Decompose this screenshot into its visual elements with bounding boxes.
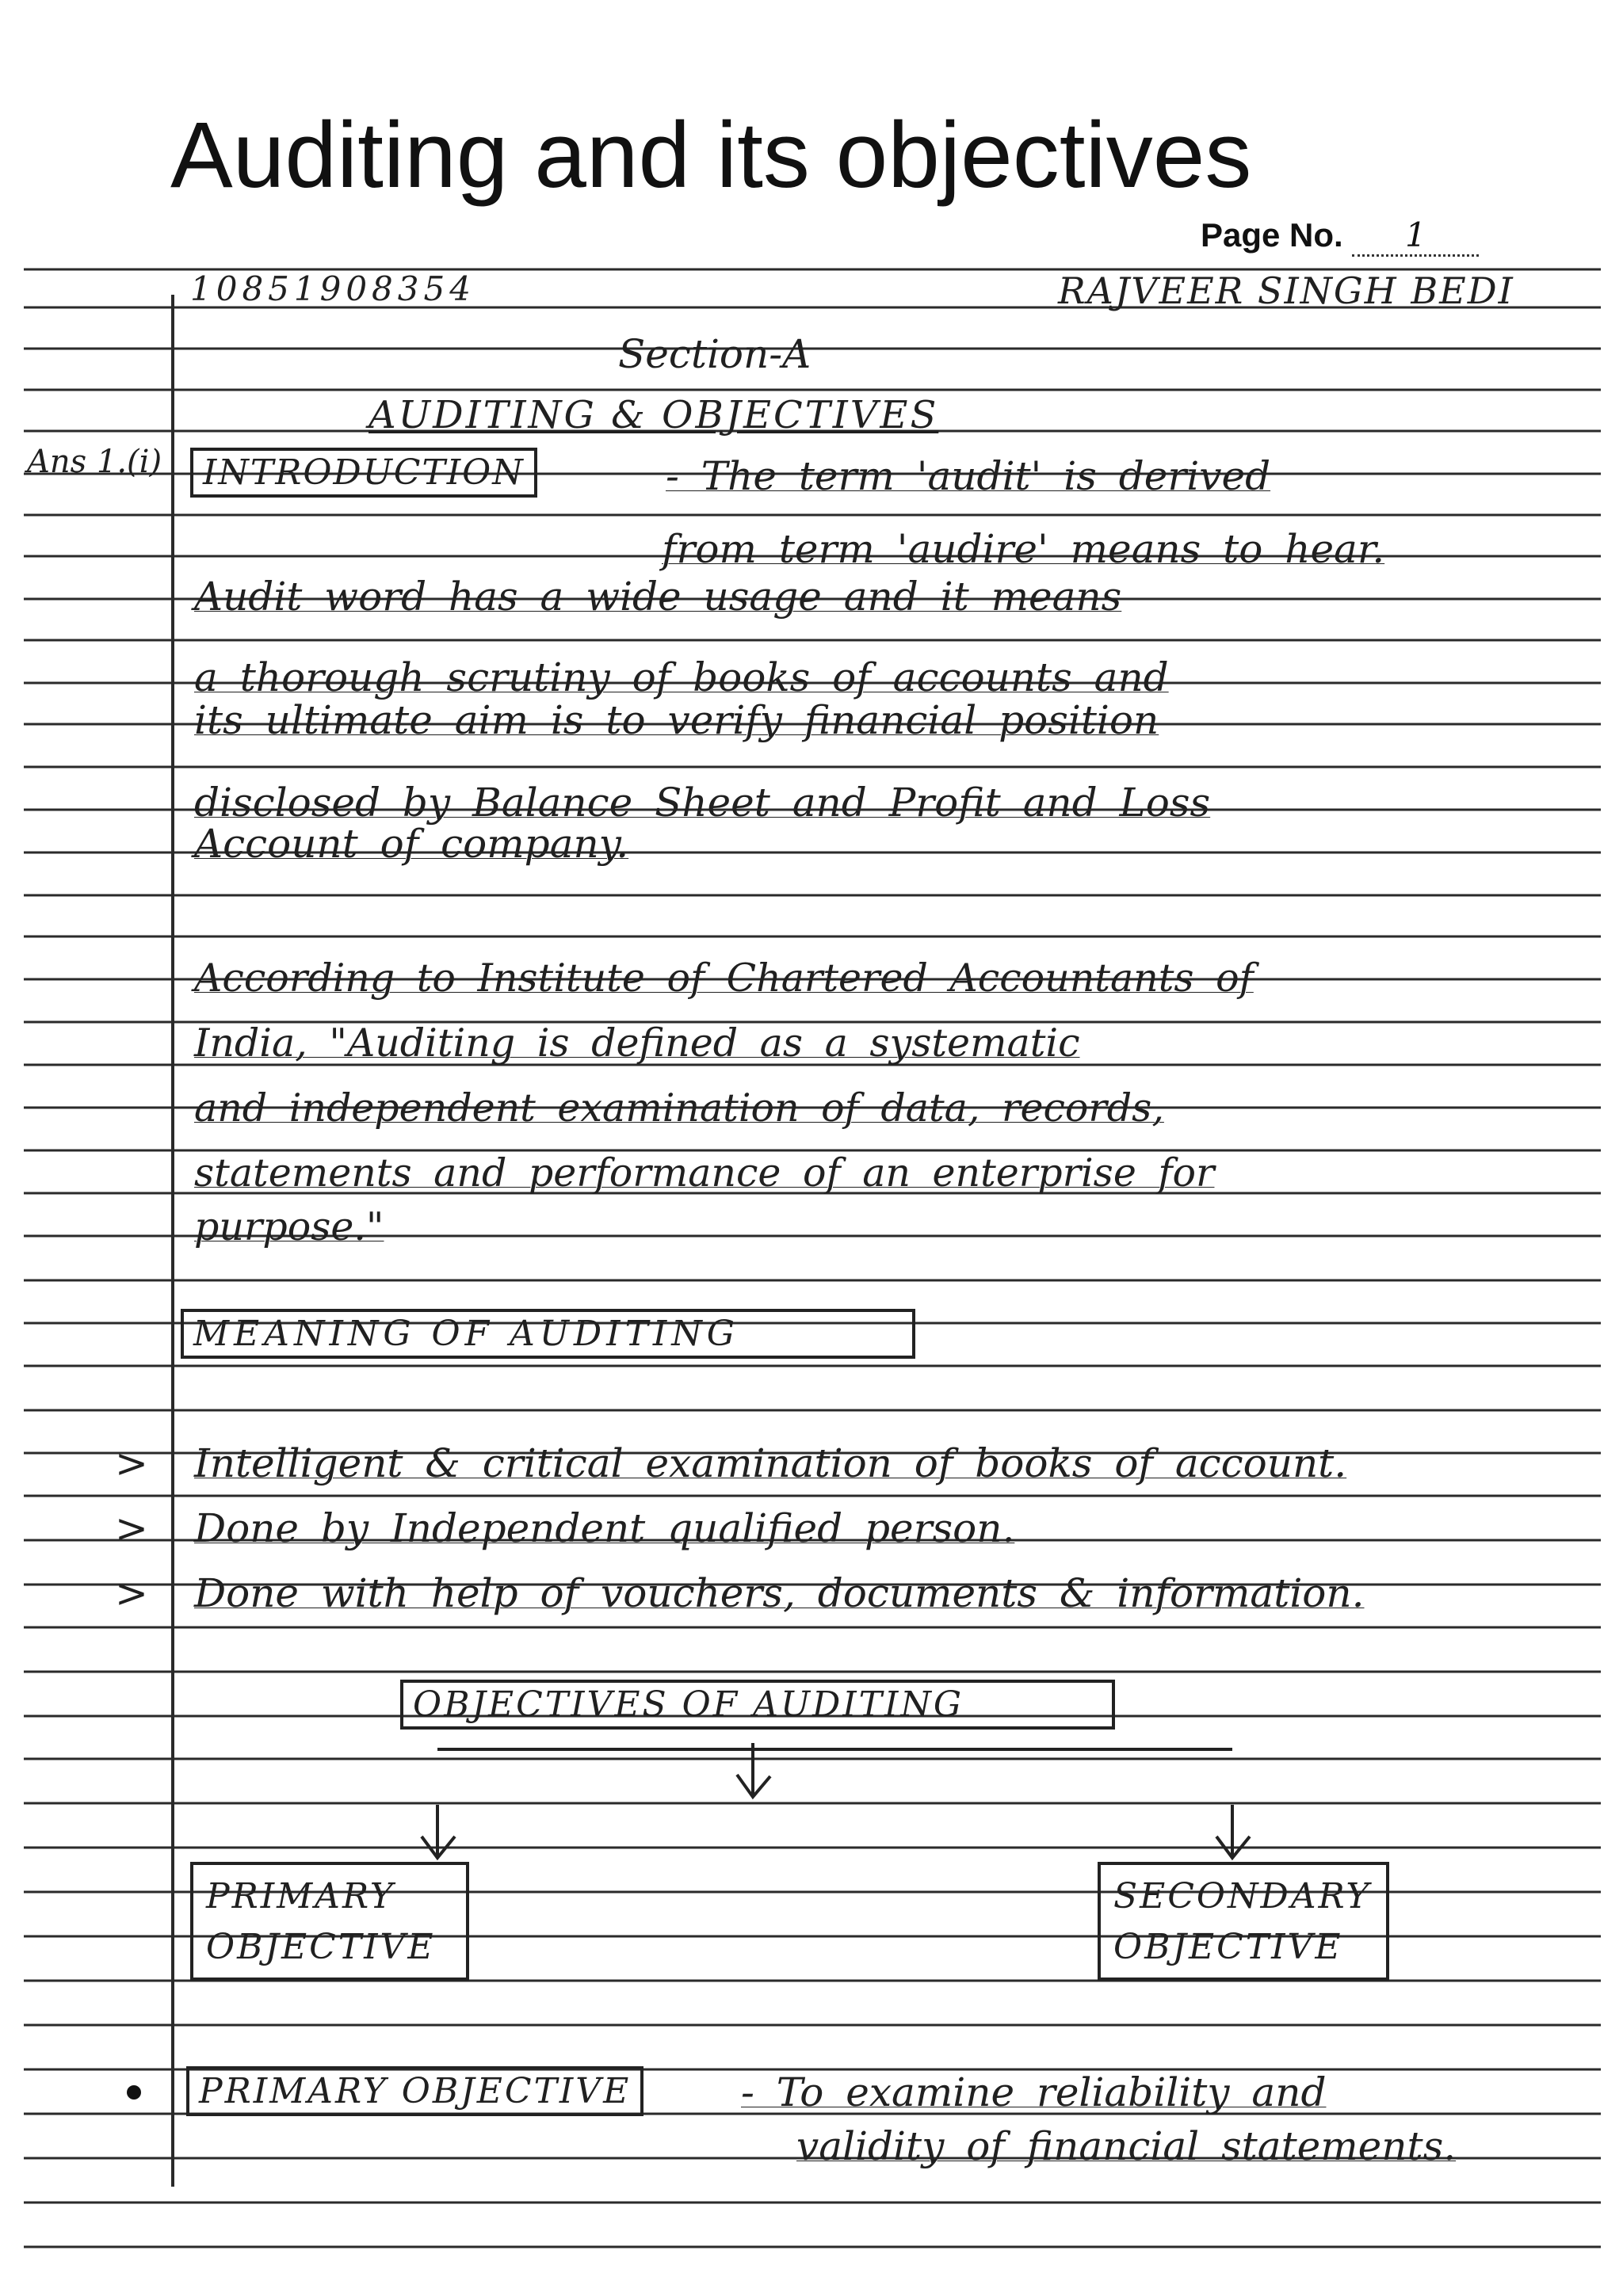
definition-line: purpose.": [194, 1204, 384, 1249]
page-number-label: [1201, 215, 1479, 257]
page-label: Page No.: [1201, 216, 1343, 254]
intro-text-line: Account of company.: [194, 821, 629, 867]
intro-text-line: Audit word has a wide usage and it means: [194, 574, 1122, 620]
answer-label: Ans 1.(i): [27, 444, 162, 480]
definition-line: India, "Auditing is defined as a systematic: [194, 1020, 1080, 1066]
intro-text-line: a thorough scrutiny of books of accounts and: [194, 654, 1169, 700]
section-heading: AUDITING & OBJECTIVES: [369, 393, 939, 437]
section-label: Section-A: [618, 331, 812, 377]
page-title: Auditing and its objectives: [170, 103, 1252, 208]
bullet-arrow: >: [115, 1570, 148, 1616]
primary-objective-text: - To examine reliability and: [741, 2069, 1327, 2115]
meaning-point: Intelligent & critical examination of books of account.: [194, 1440, 1347, 1486]
primary-objective-text: validity of financial statements.: [796, 2123, 1457, 2169]
secondary-objective-box: SECONDARY OBJECTIVE: [1098, 1862, 1389, 1981]
meaning-point: Done by Independent qualified person.: [194, 1505, 1015, 1551]
intro-text-line: disclosed by Balance Sheet and Profit and Loss: [194, 780, 1211, 826]
page-number: 1: [1352, 215, 1479, 257]
bullet-arrow: >: [115, 1505, 148, 1551]
definition-line: and independent examination of data, records,: [194, 1085, 1164, 1131]
intro-line: from term 'audire' means to hear.: [662, 526, 1385, 572]
primary-objective-label-box: PRIMARY OBJECTIVE: [186, 2066, 643, 2116]
student-name: RAJVEER SINGH BEDI: [1058, 269, 1514, 312]
definition-line: statements and performance of an enterprise for: [194, 1150, 1215, 1196]
objectives-of-auditing-box: OBJECTIVES OF AUDITING: [400, 1680, 1115, 1730]
bullet-arrow: >: [115, 1440, 148, 1486]
intro-line: - The term 'audit' is derived: [666, 453, 1271, 499]
meaning-of-auditing-box: MEANING OF AUDITING: [181, 1309, 915, 1359]
intro-text-line: its ultimate aim is to verify financial position: [194, 697, 1159, 743]
meaning-point: Done with help of vouchers, documents & information.: [194, 1570, 1365, 1616]
primary-objective-box: PRIMARY OBJECTIVE: [190, 1862, 469, 1981]
bullet-dot-icon: [127, 2085, 141, 2100]
roll-number: 10851908354: [190, 269, 475, 308]
definition-line: According to Institute of Chartered Accountants of: [194, 955, 1254, 1001]
introduction-box: INTRODUCTION: [190, 448, 537, 498]
